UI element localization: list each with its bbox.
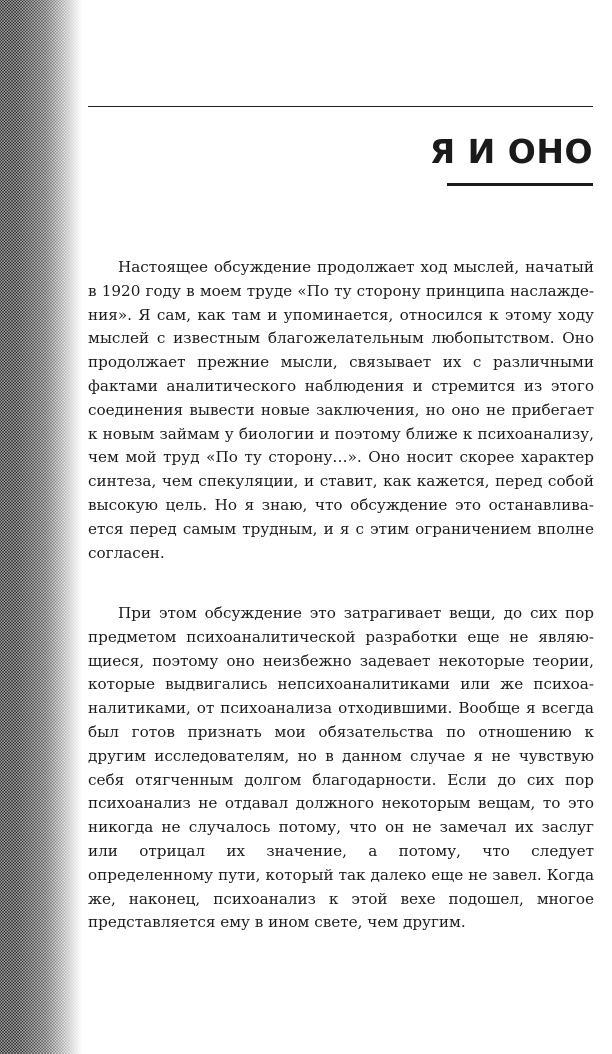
body-paragraph-2: При этом обсуждение это затрагивает вещи, до сих пор предметом психоаналитической разработки еще не являющиеся, поэтому оно неизбежно задевает некоторые теории, которые выдвигались непсихоаналитиками или же психоаналитиками, от психоанализа отходившими. Вообще я всегда был готов признать мои обязательства по отношению к другим исследователям, но в данном случае я не чувствую себя отягченным долгом благодарности. Если до сих пор психоанализ не отдавал должного некоторым вещам, то это никогда не случалось потому, что он не замечал их заслуг или отрицал их значение, а потому, что следует определенному пути, который так далеко еще не завел. Когда же, наконец, психоанализ к этой вехе подошел, многое представляется ему в ином свете, чем другим. — [88, 604, 594, 932]
header-rule — [88, 106, 593, 107]
body-paragraph-1: Настоящее обсуждение продолжает ход мыслей, начатый в 1920 году в моем труде «По ту сторону принципа наслаждения». Я сам, как там и упоминается, относился к этому ходу мыслей с известным благожелательным любопытством. Оно продолжает прежние мысли, связывает их с различными фактами аналитического наблюдения и стремится из этого соединения вывести новые заключения, но оно не прибегает к новым займам у биологии и поэтому ближе к психоанализу, чем мой труд «По ту сторону…». Оно носит скорее характер синтеза, чем спекуляции, и ставит, как кажется, перед собой высокую цель. Но я знаю, что обсуждение это останавливается перед самым трудным, и я с этим ограничением вполне согласен. — [88, 258, 594, 562]
title-underline — [447, 183, 593, 186]
halftone-margin-strip — [0, 0, 82, 1054]
chapter-title: Я И ОНО — [429, 132, 593, 171]
